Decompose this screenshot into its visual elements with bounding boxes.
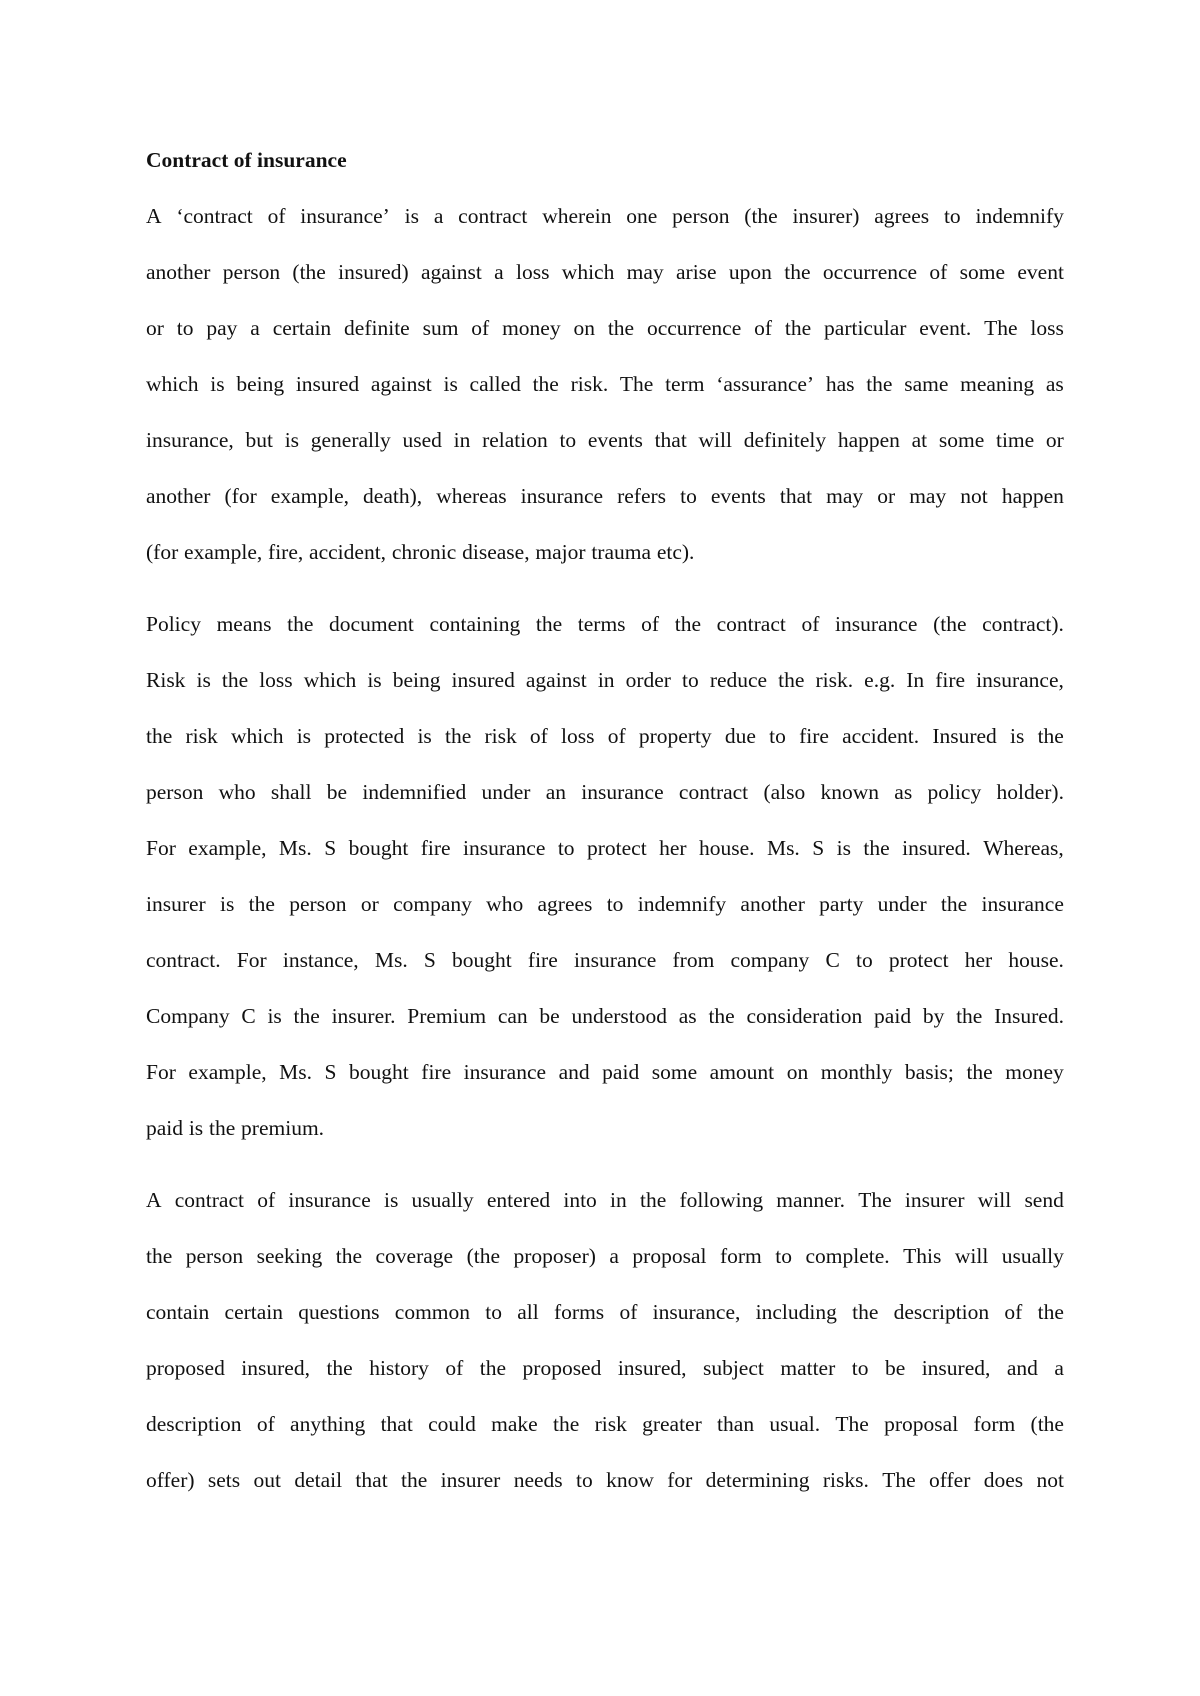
paragraph-3 [146,1180,1064,1516]
text-line: Policy means the document containing the terms of the contract of insurance (the contract). [146,612,1064,636]
text-line: another (for example, death), whereas insurance refers to events that may or may not happen [146,484,1064,508]
text-line: Risk is the loss which is being insured against in order to reduce the risk. e.g. In fire insurance, [146,668,1064,692]
text-line: person who shall be indemnified under an insurance contract (also known as policy holder). [146,780,1064,804]
text-line: or to pay a certain definite sum of money on the occurrence of the particular event. The loss [146,316,1064,340]
text-line: description of anything that could make the risk greater than usual. The proposal form (the [146,1412,1064,1436]
text-line: contain certain questions common to all forms of insurance, including the description of the [146,1300,1064,1324]
text-line: proposed insured, the history of the proposed insured, subject matter to be insured, and a [146,1356,1064,1380]
text-line: insurance, but is generally used in relation to events that will definitely happen at some time or [146,428,1064,452]
text-line: which is being insured against is called the risk. The term ‘assurance’ has the same meaning as [146,372,1064,396]
text-line: insurer is the person or company who agrees to indemnify another party under the insurance [146,892,1064,916]
text-line: Company C is the insurer. Premium can be understood as the consideration paid by the Insured. [146,1004,1064,1028]
text-line: For example, Ms. S bought fire insurance to protect her house. Ms. S is the insured. Whereas, [146,836,1064,860]
text-line: (for example, fire, accident, chronic disease, major trauma etc). [146,540,695,564]
paragraph-2 [146,604,1064,1164]
text-line: A contract of insurance is usually entered into in the following manner. The insurer will send [146,1188,1064,1212]
text-line: contract. For instance, Ms. S bought fire insurance from company C to protect her house. [146,948,1064,972]
text-line: offer) sets out detail that the insurer needs to know for determining risks. The offer does not [146,1468,1064,1492]
document-title: Contract of insurance [146,148,347,172]
text-line: paid is the premium. [146,1116,325,1140]
document-body [146,140,1064,1532]
text-line: the person seeking the coverage (the proposer) a proposal form to complete. This will usually [146,1244,1064,1268]
text-line: another person (the insured) against a loss which may arise upon the occurrence of some event [146,260,1064,284]
text-line: A ‘contract of insurance’ is a contract wherein one person (the insurer) agrees to indemnify [146,204,1064,228]
paragraph-1 [146,196,1064,588]
text-line: the risk which is protected is the risk of loss of property due to fire accident. Insured is the [146,724,1064,748]
text-line: For example, Ms. S bought fire insurance and paid some amount on monthly basis; the money [146,1060,1064,1084]
